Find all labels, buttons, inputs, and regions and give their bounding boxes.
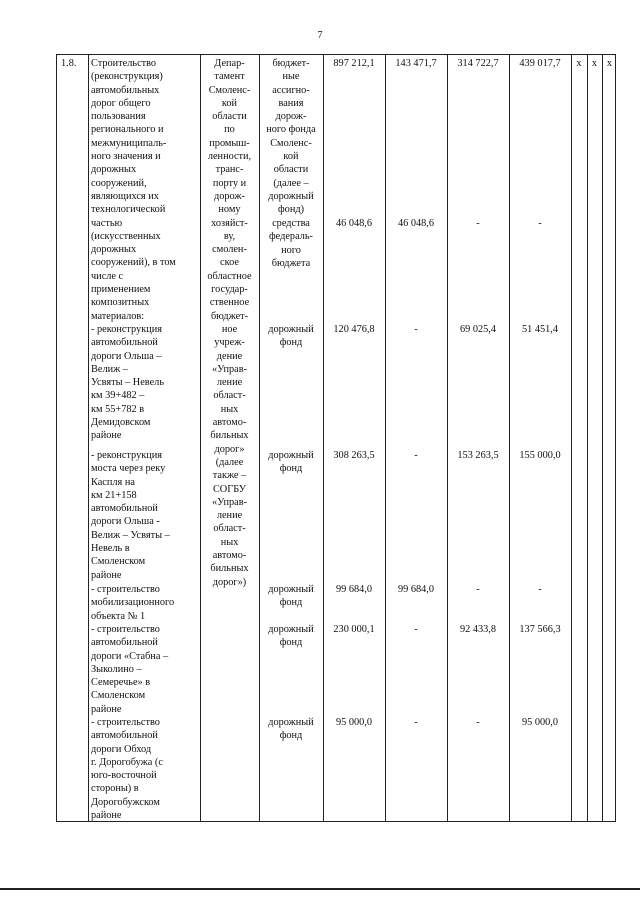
amount-total: 95 000,0 bbox=[335, 717, 373, 728]
funding-source-line: фонд bbox=[279, 637, 303, 649]
column-divider bbox=[447, 55, 448, 821]
subitem-description bbox=[91, 583, 197, 623]
subitem-description-line: объекта № 1 bbox=[91, 610, 146, 622]
subitem-description-line: Смоленском bbox=[91, 556, 146, 568]
x-mark: x bbox=[606, 58, 613, 69]
subitem-description-line: Зыколино – bbox=[91, 663, 142, 675]
subitem-description bbox=[91, 716, 197, 822]
executor-text-line: ву, bbox=[223, 230, 236, 242]
executor-text bbox=[200, 57, 259, 589]
executor-text-line: области bbox=[212, 111, 247, 123]
amount-year-2: - bbox=[476, 218, 480, 229]
funding-source bbox=[259, 449, 323, 476]
executor-text-line: ление bbox=[216, 377, 243, 389]
funding-source bbox=[259, 716, 323, 743]
column-divider bbox=[385, 55, 386, 821]
amount-total: 120 476,8 bbox=[333, 324, 375, 335]
funding-source-line: дорожный bbox=[268, 324, 314, 335]
subitem-description-line: - реконструкция bbox=[91, 324, 162, 335]
program-table bbox=[56, 54, 616, 822]
item-description-line: дорог общего bbox=[91, 97, 151, 109]
executor-text-line: ных bbox=[220, 403, 239, 415]
amount-year-3: 95 000,0 bbox=[521, 717, 559, 728]
executor-text-line: «Управ- bbox=[211, 496, 248, 508]
subitem-description-line: дороги Ольша – bbox=[91, 350, 162, 362]
executor-text-line: бюджет- bbox=[210, 310, 249, 322]
subitem-description-line: стороны) в bbox=[91, 783, 139, 795]
subitem-description-line: мобилизационного bbox=[91, 597, 175, 609]
funding-source-line: дорожный bbox=[268, 624, 314, 635]
funding-source bbox=[259, 623, 323, 650]
executor-text-line: СОГБУ bbox=[212, 483, 247, 495]
funding-source-line: фонд) bbox=[278, 204, 304, 216]
amount-year-2: - bbox=[476, 717, 480, 728]
item-description-line: числе с bbox=[91, 270, 124, 282]
amount-total: 46 048,6 bbox=[335, 218, 373, 229]
subitem-description-line: автомобильной bbox=[91, 503, 158, 515]
subitem-description-line: Каспля на bbox=[91, 476, 135, 488]
funding-source-line: ного фонда bbox=[266, 124, 316, 136]
funding-source-line: ного bbox=[281, 244, 301, 256]
executor-text-line: ственное bbox=[209, 297, 250, 309]
amount-total: 308 263,5 bbox=[333, 450, 375, 461]
amount-year-1: - bbox=[414, 624, 418, 635]
funding-source-line: бюджет- bbox=[272, 58, 310, 69]
executor-text-line: кой bbox=[221, 97, 238, 109]
executor-text-line: дорог» bbox=[214, 443, 245, 455]
executor-text-line: дорог») bbox=[212, 576, 247, 588]
subitem-description-line: Дорогобужском bbox=[91, 796, 160, 808]
executor-text-line: ному bbox=[218, 204, 241, 216]
funding-source-line: дорожный bbox=[268, 584, 314, 595]
item-description-line: Строительство bbox=[91, 58, 157, 69]
amount-year-2: 69 025,4 bbox=[459, 324, 497, 335]
subitem-description bbox=[91, 449, 197, 582]
executor-text-line: Депар- bbox=[214, 58, 245, 69]
subitem-description-line: Смоленском bbox=[91, 690, 146, 702]
subitem-description-line: автомобильной bbox=[91, 337, 158, 349]
funding-source-line: вания bbox=[278, 97, 304, 109]
funding-source-line: дорож- bbox=[275, 111, 307, 123]
executor-text-line: дорож- bbox=[214, 190, 245, 202]
item-description-line: дорожных bbox=[91, 244, 137, 256]
subitem-description-line: - реконструкция bbox=[91, 450, 162, 461]
executor-text-line: ление bbox=[216, 510, 243, 522]
executor-text-line: ленности, bbox=[207, 151, 252, 163]
column-divider bbox=[88, 55, 89, 821]
item-description-line: сооружений), в том bbox=[91, 257, 176, 269]
funding-source-line: фонд bbox=[279, 730, 303, 742]
item-description-line: материалов: bbox=[91, 310, 145, 322]
item-description-line: регионального и bbox=[91, 124, 164, 136]
executor-text-line: по bbox=[224, 124, 235, 136]
item-description-line: пользования bbox=[91, 111, 146, 123]
subitem-description-line: г. Дорогобужа (с bbox=[91, 756, 163, 768]
subitem-description-line: Велиж – bbox=[91, 363, 128, 375]
subitem-description-line: районе bbox=[91, 703, 122, 715]
subitem-description-line: автомобильной bbox=[91, 637, 158, 649]
subitem-description-line: Семеречье» в bbox=[91, 677, 151, 689]
funding-source-line: средства bbox=[272, 218, 310, 229]
executor-text-line: «Управ- bbox=[211, 363, 248, 375]
executor-text-line: Смоленс- bbox=[208, 84, 251, 96]
item-description-line: являющихся их bbox=[91, 190, 159, 202]
executor-text-line: област- bbox=[213, 390, 246, 402]
column-divider bbox=[602, 55, 603, 821]
funding-source bbox=[259, 57, 323, 217]
amount-year-3: 51 451,4 bbox=[521, 324, 559, 335]
item-description-line: ного значения и bbox=[91, 151, 161, 163]
subitem-description-line: - строительство bbox=[91, 584, 160, 595]
amount-total: 99 684,0 bbox=[335, 584, 373, 595]
amount-year-3: - bbox=[538, 584, 542, 595]
executor-text-line: автомо- bbox=[212, 417, 247, 429]
subitem-description-line: Демидовском bbox=[91, 417, 151, 429]
funding-source-line: ассигно- bbox=[272, 84, 310, 96]
row-number: 1.8. bbox=[61, 58, 77, 69]
funding-source-line: фонд bbox=[279, 337, 303, 349]
executor-text-line: област- bbox=[213, 523, 246, 535]
amount-year-1: - bbox=[414, 450, 418, 461]
amount-year-2: 153 263,5 bbox=[457, 450, 499, 461]
executor-text-line: ное bbox=[221, 323, 238, 335]
executor-text-line: дение bbox=[216, 350, 243, 362]
amount-year-1: - bbox=[414, 324, 418, 335]
funding-source-line: (далее – bbox=[273, 177, 309, 189]
executor-text-line: учреж- bbox=[214, 337, 245, 349]
amount-year-1: 46 048,6 bbox=[397, 218, 435, 229]
amount-year-2: 314 722,7 bbox=[457, 58, 499, 69]
funding-source bbox=[259, 583, 323, 610]
funding-source bbox=[259, 217, 323, 270]
subitem-description-line: км 55+782 в bbox=[91, 403, 145, 415]
subitem-description-line: Невель в bbox=[91, 543, 130, 555]
executor-text-line: тамент bbox=[214, 71, 245, 83]
funding-source bbox=[259, 323, 323, 350]
column-divider bbox=[509, 55, 510, 821]
item-description-line: (искусственных bbox=[91, 230, 161, 242]
amount-year-2: 92 433,8 bbox=[459, 624, 497, 635]
funding-source-line: бюджета bbox=[271, 257, 311, 269]
subitem-description-line: дороги Ольша - bbox=[91, 516, 160, 528]
subitem-description-line: - строительство bbox=[91, 624, 160, 635]
executor-text-line: хозяйст- bbox=[211, 217, 248, 229]
subitem-description-line: автомобильной bbox=[91, 730, 158, 742]
amount-total: 897 212,1 bbox=[333, 58, 375, 69]
executor-text-line: областное bbox=[207, 270, 252, 282]
amount-year-3: 155 000,0 bbox=[519, 450, 561, 461]
column-divider bbox=[571, 55, 572, 821]
executor-text-line: бильных bbox=[210, 563, 249, 575]
funding-source-line: федераль- bbox=[269, 231, 313, 243]
executor-text-line: государ- bbox=[211, 284, 248, 296]
item-description-line: композитных bbox=[91, 297, 150, 309]
funding-source-line: дорожный bbox=[268, 190, 314, 202]
funding-source-line: дорожный bbox=[268, 450, 314, 461]
amount-year-3: - bbox=[538, 218, 542, 229]
amount-year-3: 439 017,7 bbox=[519, 58, 561, 69]
amount-year-2: - bbox=[476, 584, 480, 595]
x-mark: x bbox=[591, 58, 598, 69]
subitem-description-line: районе bbox=[91, 430, 122, 442]
funding-source-line: области bbox=[273, 164, 309, 176]
subitem-description-line: км 21+158 bbox=[91, 489, 137, 501]
subitem-description bbox=[91, 323, 197, 443]
item-description-line: частью bbox=[91, 217, 123, 229]
item-description-line: технологической bbox=[91, 204, 166, 216]
subitem-description-line: км 39+482 – bbox=[91, 390, 145, 402]
executor-text-line: транс- bbox=[215, 164, 244, 176]
item-description-line: дорожных bbox=[91, 164, 137, 176]
executor-text-line: автомо- bbox=[212, 549, 247, 561]
subitem-description-line: Велиж – Усвяты – bbox=[91, 529, 170, 541]
item-description-line: применением bbox=[91, 284, 151, 296]
subitem-description-line: районе bbox=[91, 569, 122, 581]
executor-text-line: ных bbox=[220, 536, 239, 548]
amount-total: 230 000,1 bbox=[333, 624, 375, 635]
item-description bbox=[91, 57, 197, 323]
amount-year-3: 137 566,3 bbox=[519, 624, 561, 635]
subitem-description-line: - строительство bbox=[91, 717, 160, 728]
funding-source-line: фонд bbox=[279, 463, 303, 475]
amount-year-1: 143 471,7 bbox=[395, 58, 437, 69]
executor-text-line: смолен- bbox=[212, 244, 247, 256]
executor-text-line: также – bbox=[212, 470, 247, 482]
x-mark: x bbox=[576, 58, 582, 69]
item-description-line: межмуниципаль- bbox=[91, 137, 167, 149]
funding-source-line: Смоленс- bbox=[270, 137, 312, 149]
funding-source-line: дорожный bbox=[268, 717, 314, 728]
executor-text-line: порту и bbox=[212, 177, 247, 189]
executor-text-line: бильных bbox=[210, 430, 249, 442]
executor-text-line: (далее bbox=[215, 456, 244, 468]
executor-text-line: промыш- bbox=[209, 137, 250, 149]
item-description-line: сооружений, bbox=[91, 177, 147, 189]
item-description-line: автомобильных bbox=[91, 84, 160, 96]
column-divider bbox=[587, 55, 588, 821]
funding-source-line: фонд bbox=[279, 597, 303, 609]
page-number: 7 bbox=[317, 30, 323, 41]
executor-text-line: ское bbox=[220, 257, 239, 269]
funding-source-line: кой bbox=[283, 151, 299, 163]
subitem-description-line: дороги «Стабна – bbox=[91, 650, 169, 662]
amount-year-1: - bbox=[414, 717, 418, 728]
subitem-description-line: районе bbox=[91, 810, 122, 822]
subitem-description bbox=[91, 623, 197, 716]
footer-rule bbox=[0, 888, 640, 890]
subitem-description-line: моста через реку bbox=[91, 463, 166, 475]
subitem-description-line: юго-восточной bbox=[91, 770, 157, 782]
funding-source-line: ные bbox=[282, 71, 300, 83]
amount-year-1: 99 684,0 bbox=[397, 584, 435, 595]
item-description-line: (реконструкция) bbox=[91, 71, 163, 83]
subitem-description-line: дороги Обход bbox=[91, 743, 152, 755]
column-divider bbox=[323, 55, 324, 821]
subitem-description-line: Усвяты – Невель bbox=[91, 377, 165, 389]
